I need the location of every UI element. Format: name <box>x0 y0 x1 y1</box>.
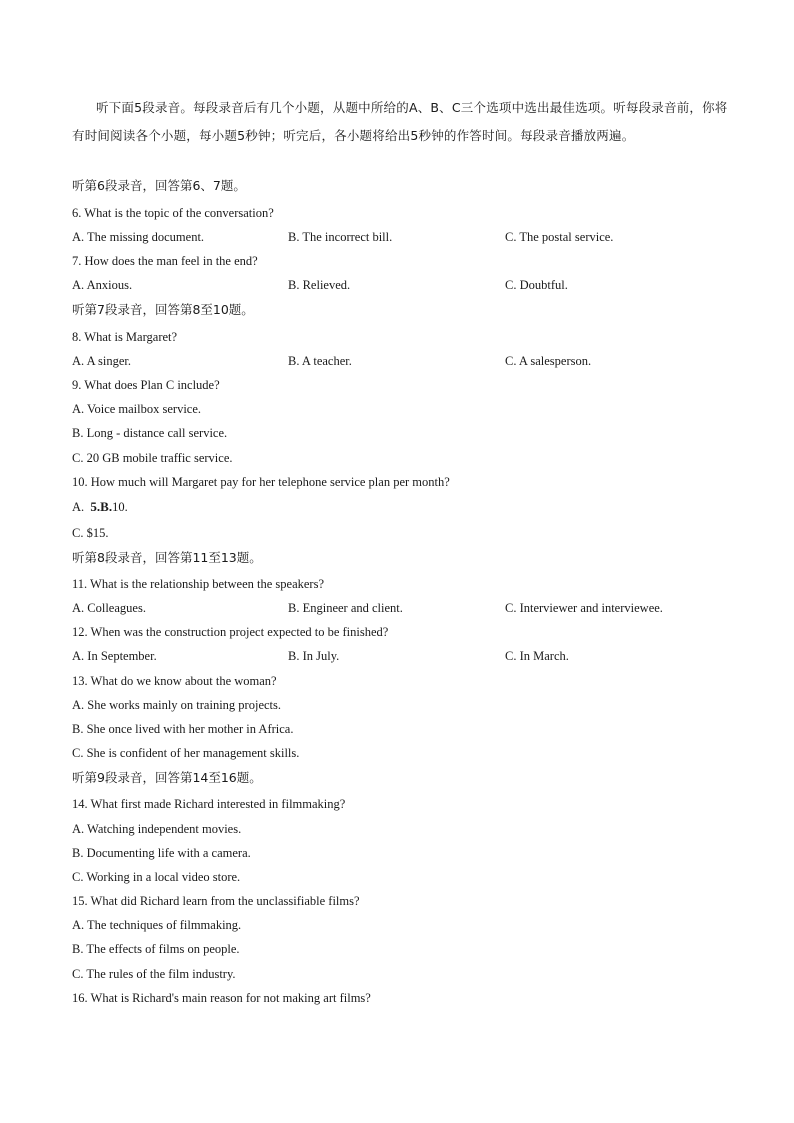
option-14a: A. Watching independent movies. <box>72 822 242 836</box>
listening-instructions: 听下面5段录音。每段录音后有几个小题，从题中所给的A、B、C三个选项中选出最佳选项。听每段录音前，你将有时间阅读各个小题，每小题5秒钟；听完后，各小题将给出5秒钟的作答时间。每段录音播放两遍。 <box>72 100 728 143</box>
option-14b: B. Documenting life with a camera. <box>72 846 251 860</box>
section-heading-7: 听第7段录音，回答第8至10题。 <box>72 302 254 317</box>
option-8a: A. A singer. <box>72 354 132 368</box>
section-heading-8: 听第8段录音，回答第11至13题。 <box>72 550 262 565</box>
option-10a-suffix: 10. <box>112 500 128 514</box>
question-16: 16. What is Richard's main reason for not making art films? <box>72 991 371 1005</box>
question-11: 11. What is the relationship between the speakers? <box>72 577 325 591</box>
option-8b: B. A teacher. <box>288 354 352 368</box>
options-11 <box>72 596 732 620</box>
option-12c: C. In March. <box>505 649 569 663</box>
option-15a: A. The techniques of filmmaking. <box>72 918 242 932</box>
option-10a-prefix: A. <box>72 500 91 514</box>
option-10c: C. $15. <box>72 526 109 540</box>
option-8c: C. A salesperson. <box>505 354 592 368</box>
option-13a: A. She works mainly on training projects. <box>72 698 281 712</box>
options-12 <box>72 644 732 668</box>
option-7a: A. Anxious. <box>72 278 133 292</box>
option-11c: C. Interviewer and interviewee. <box>505 601 663 615</box>
option-7b: B. Relieved. <box>288 278 351 292</box>
option-11a: A. Colleagues. <box>72 601 146 615</box>
question-13: 13. What do we know about the woman? <box>72 674 277 688</box>
question-6: 6. What is the topic of the conversation? <box>72 206 274 220</box>
question-15: 15. What did Richard learn from the unclassifiable films? <box>72 894 360 908</box>
question-14: 14. What first made Richard interested in filmmaking? <box>72 797 346 811</box>
option-10a-bold: 5.B. <box>90 499 113 514</box>
options-7 <box>72 273 732 297</box>
option-9c: C. 20 GB mobile traffic service. <box>72 451 233 465</box>
question-7: 7. How does the man feel in the end? <box>72 254 258 268</box>
question-12: 12. When was the construction project expected to be finished? <box>72 625 389 639</box>
option-13b: B. She once lived with her mother in Africa. <box>72 722 294 736</box>
option-13c: C. She is confident of her management skills. <box>72 746 300 760</box>
option-10a <box>72 495 128 519</box>
option-12b: B. In July. <box>288 649 340 663</box>
options-6 <box>72 225 732 249</box>
section-heading-6: 听第6段录音，回答第6、7题。 <box>72 178 246 193</box>
option-9b: B. Long - distance call service. <box>72 426 228 440</box>
option-6a: A. The missing document. <box>72 230 205 244</box>
option-9a: A. Voice mailbox service. <box>72 402 202 416</box>
option-14c: C. Working in a local video store. <box>72 870 241 884</box>
option-6c: C. The postal service. <box>505 230 614 244</box>
option-7c: C. Doubtful. <box>505 278 568 292</box>
option-15b: B. The effects of films on people. <box>72 942 240 956</box>
section-heading-9: 听第9段录音，回答第14至16题。 <box>72 770 262 785</box>
option-12a: A. In September. <box>72 649 157 663</box>
question-9: 9. What does Plan C include? <box>72 378 220 392</box>
option-15c: C. The rules of the film industry. <box>72 967 236 981</box>
question-8: 8. What is Margaret? <box>72 330 178 344</box>
option-11b: B. Engineer and client. <box>288 601 403 615</box>
option-6b: B. The incorrect bill. <box>288 230 393 244</box>
options-8 <box>72 349 732 373</box>
question-10: 10. How much will Margaret pay for her telephone service plan per month? <box>72 475 450 489</box>
